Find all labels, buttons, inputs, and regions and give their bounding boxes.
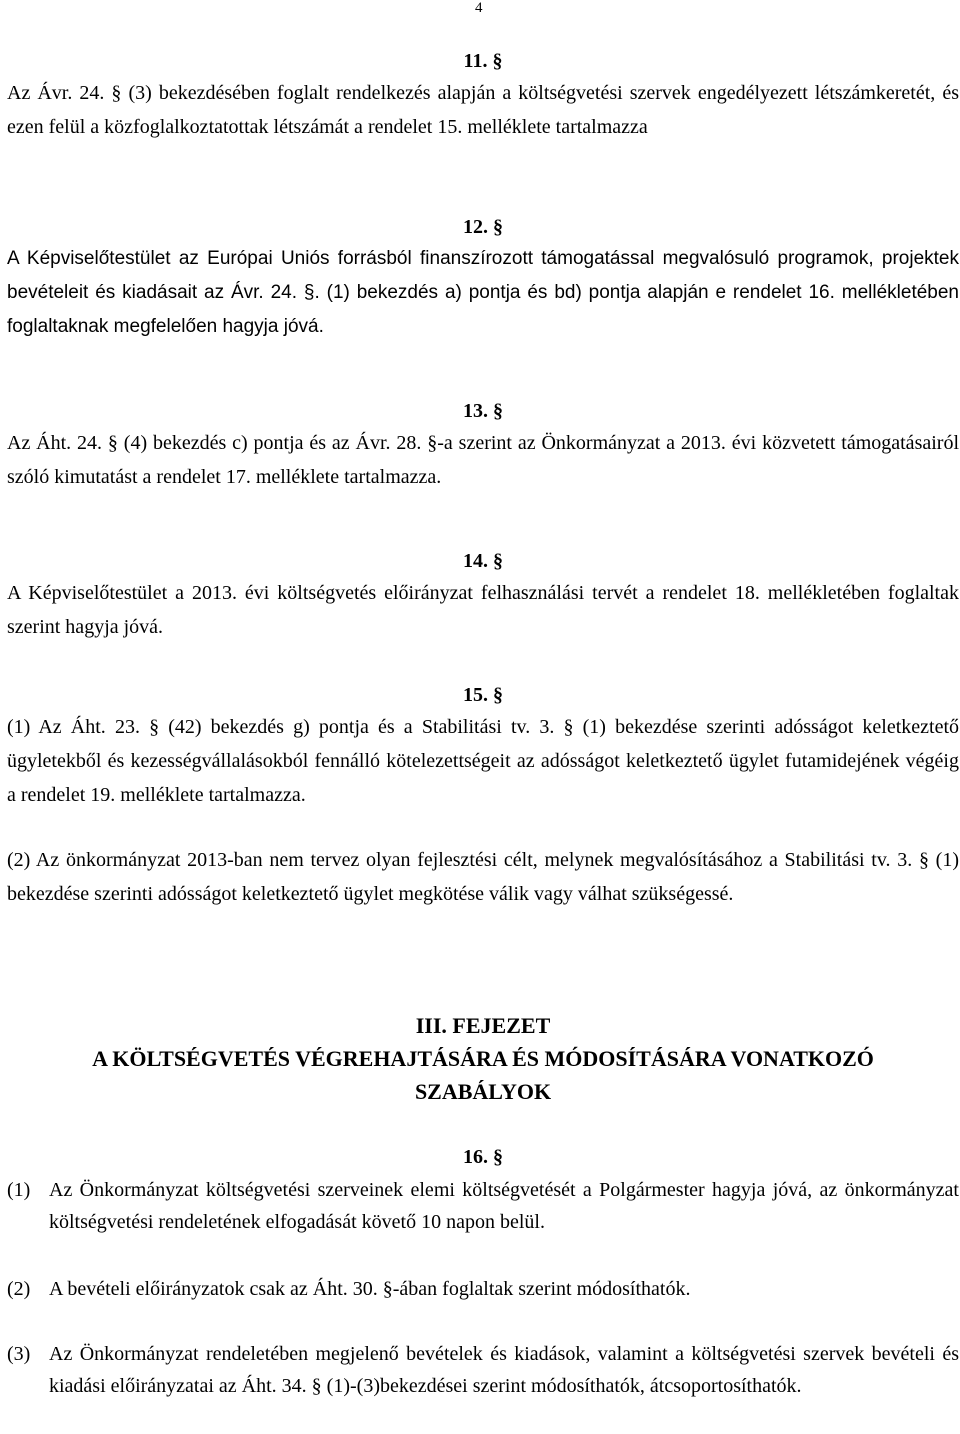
section-15 (7, 680, 959, 812)
page-number: 4 (475, 0, 483, 16)
section-paragraph: (1) Az Áht. 23. § (42) bekezdés g) pontja és a Stabilitási tv. 3. § (1) bekezdése szerinti adósságot keletkeztető ügyletekből és kezességvállalásokból fennálló kötelezettségeit az adósságot keletkeztető ügylet futamidejének végéig a rendelet 19. melléklete tartalmazza. (7, 716, 959, 806)
item-number: (3) (7, 1343, 31, 1365)
section-16-item-2 (7, 1273, 959, 1305)
item-number: (2) (7, 1278, 31, 1300)
item-number: (1) (7, 1179, 31, 1201)
section-number: 14. § (463, 550, 503, 572)
section-number: 15. § (463, 684, 503, 706)
section-number: 16. § (463, 1146, 503, 1168)
section-16 (7, 1142, 959, 1172)
item-text: Az Önkormányzat rendeletében megjelenő bevételek és kiadások, valamint a költségvetési szervek bevételi és kiadási előirányzatai az Áht. 34. § (1)-(3)bekezdései szerint módosíthatók, átcsoportosíthatók. (49, 1343, 959, 1397)
section-16-item-1 (7, 1174, 959, 1238)
chapter-subtitle-line-2: SZABÁLYOK (414, 1079, 552, 1104)
section-14 (7, 546, 959, 644)
section-13 (7, 396, 959, 494)
section-number: 12. § (463, 216, 503, 238)
section-number: 11. § (463, 50, 503, 72)
section-12 (7, 212, 959, 344)
section-paragraph: A Képviselőtestület az Európai Uniós forrásból finanszírozott támogatással megvalósuló programok, projektek bevételeit és kiadásait az Ávr. 24. §. (1) bekezdés a) pontja és bd) pontja alapján e rendelet 16. mellékletében foglaltaknak megfelelően hagyja jóvá. (7, 248, 959, 337)
section-number: 13. § (463, 400, 503, 422)
section-paragraph: (2) Az önkormányzat 2013-ban nem tervez olyan fejlesztési célt, melynek megvalósításához a Stabilitási tv. 3. § (1) bekezdése szerinti adósságot keletkeztető ügylet megkötése válik vagy válhat szükségessé. (7, 849, 959, 905)
section-16-item-3 (7, 1338, 959, 1402)
section-15-paragraph-2 (7, 843, 959, 911)
item-text: A bevételi előirányzatok csak az Áht. 30. §-ában foglaltak szerint módosíthatók. (49, 1278, 691, 1300)
chapter-subtitle-line-1: A KÖLTSÉGVETÉS VÉGREHAJTÁSÁRA ÉS MÓDOSÍTÁSÁRA VONATKOZÓ (92, 1046, 874, 1071)
section-paragraph: Az Áht. 24. § (4) bekezdés c) pontja és az Ávr. 28. §-a szerint az Önkormányzat a 2013. évi közvetett támogatásairól szóló kimutatást a rendelet 17. melléklete tartalmazza. (7, 432, 959, 488)
section-paragraph: A Képviselőtestület a 2013. évi költségvetés előirányzat felhasználási tervét a rendelet 18. mellékletében foglaltak szerint hagyja jóvá. (7, 582, 959, 638)
chapter-heading (7, 1009, 959, 1108)
section-paragraph: Az Ávr. 24. § (3) bekezdésében foglalt rendelkezés alapján a költségvetési szervek engedélyezett létszámkeretét, és ezen felül a közfoglalkoztatottak létszámát a rendelet 15. melléklete tartalmazza (7, 82, 959, 138)
chapter-title: III. FEJEZET (415, 1013, 551, 1038)
section-11 (7, 46, 959, 144)
item-text: Az Önkormányzat költségvetési szerveinek elemi költségvetését a Polgármester hagyja jóvá, az önkormányzat költségvetési rendeletének elfogadását követő 10 napon belül. (49, 1179, 959, 1233)
